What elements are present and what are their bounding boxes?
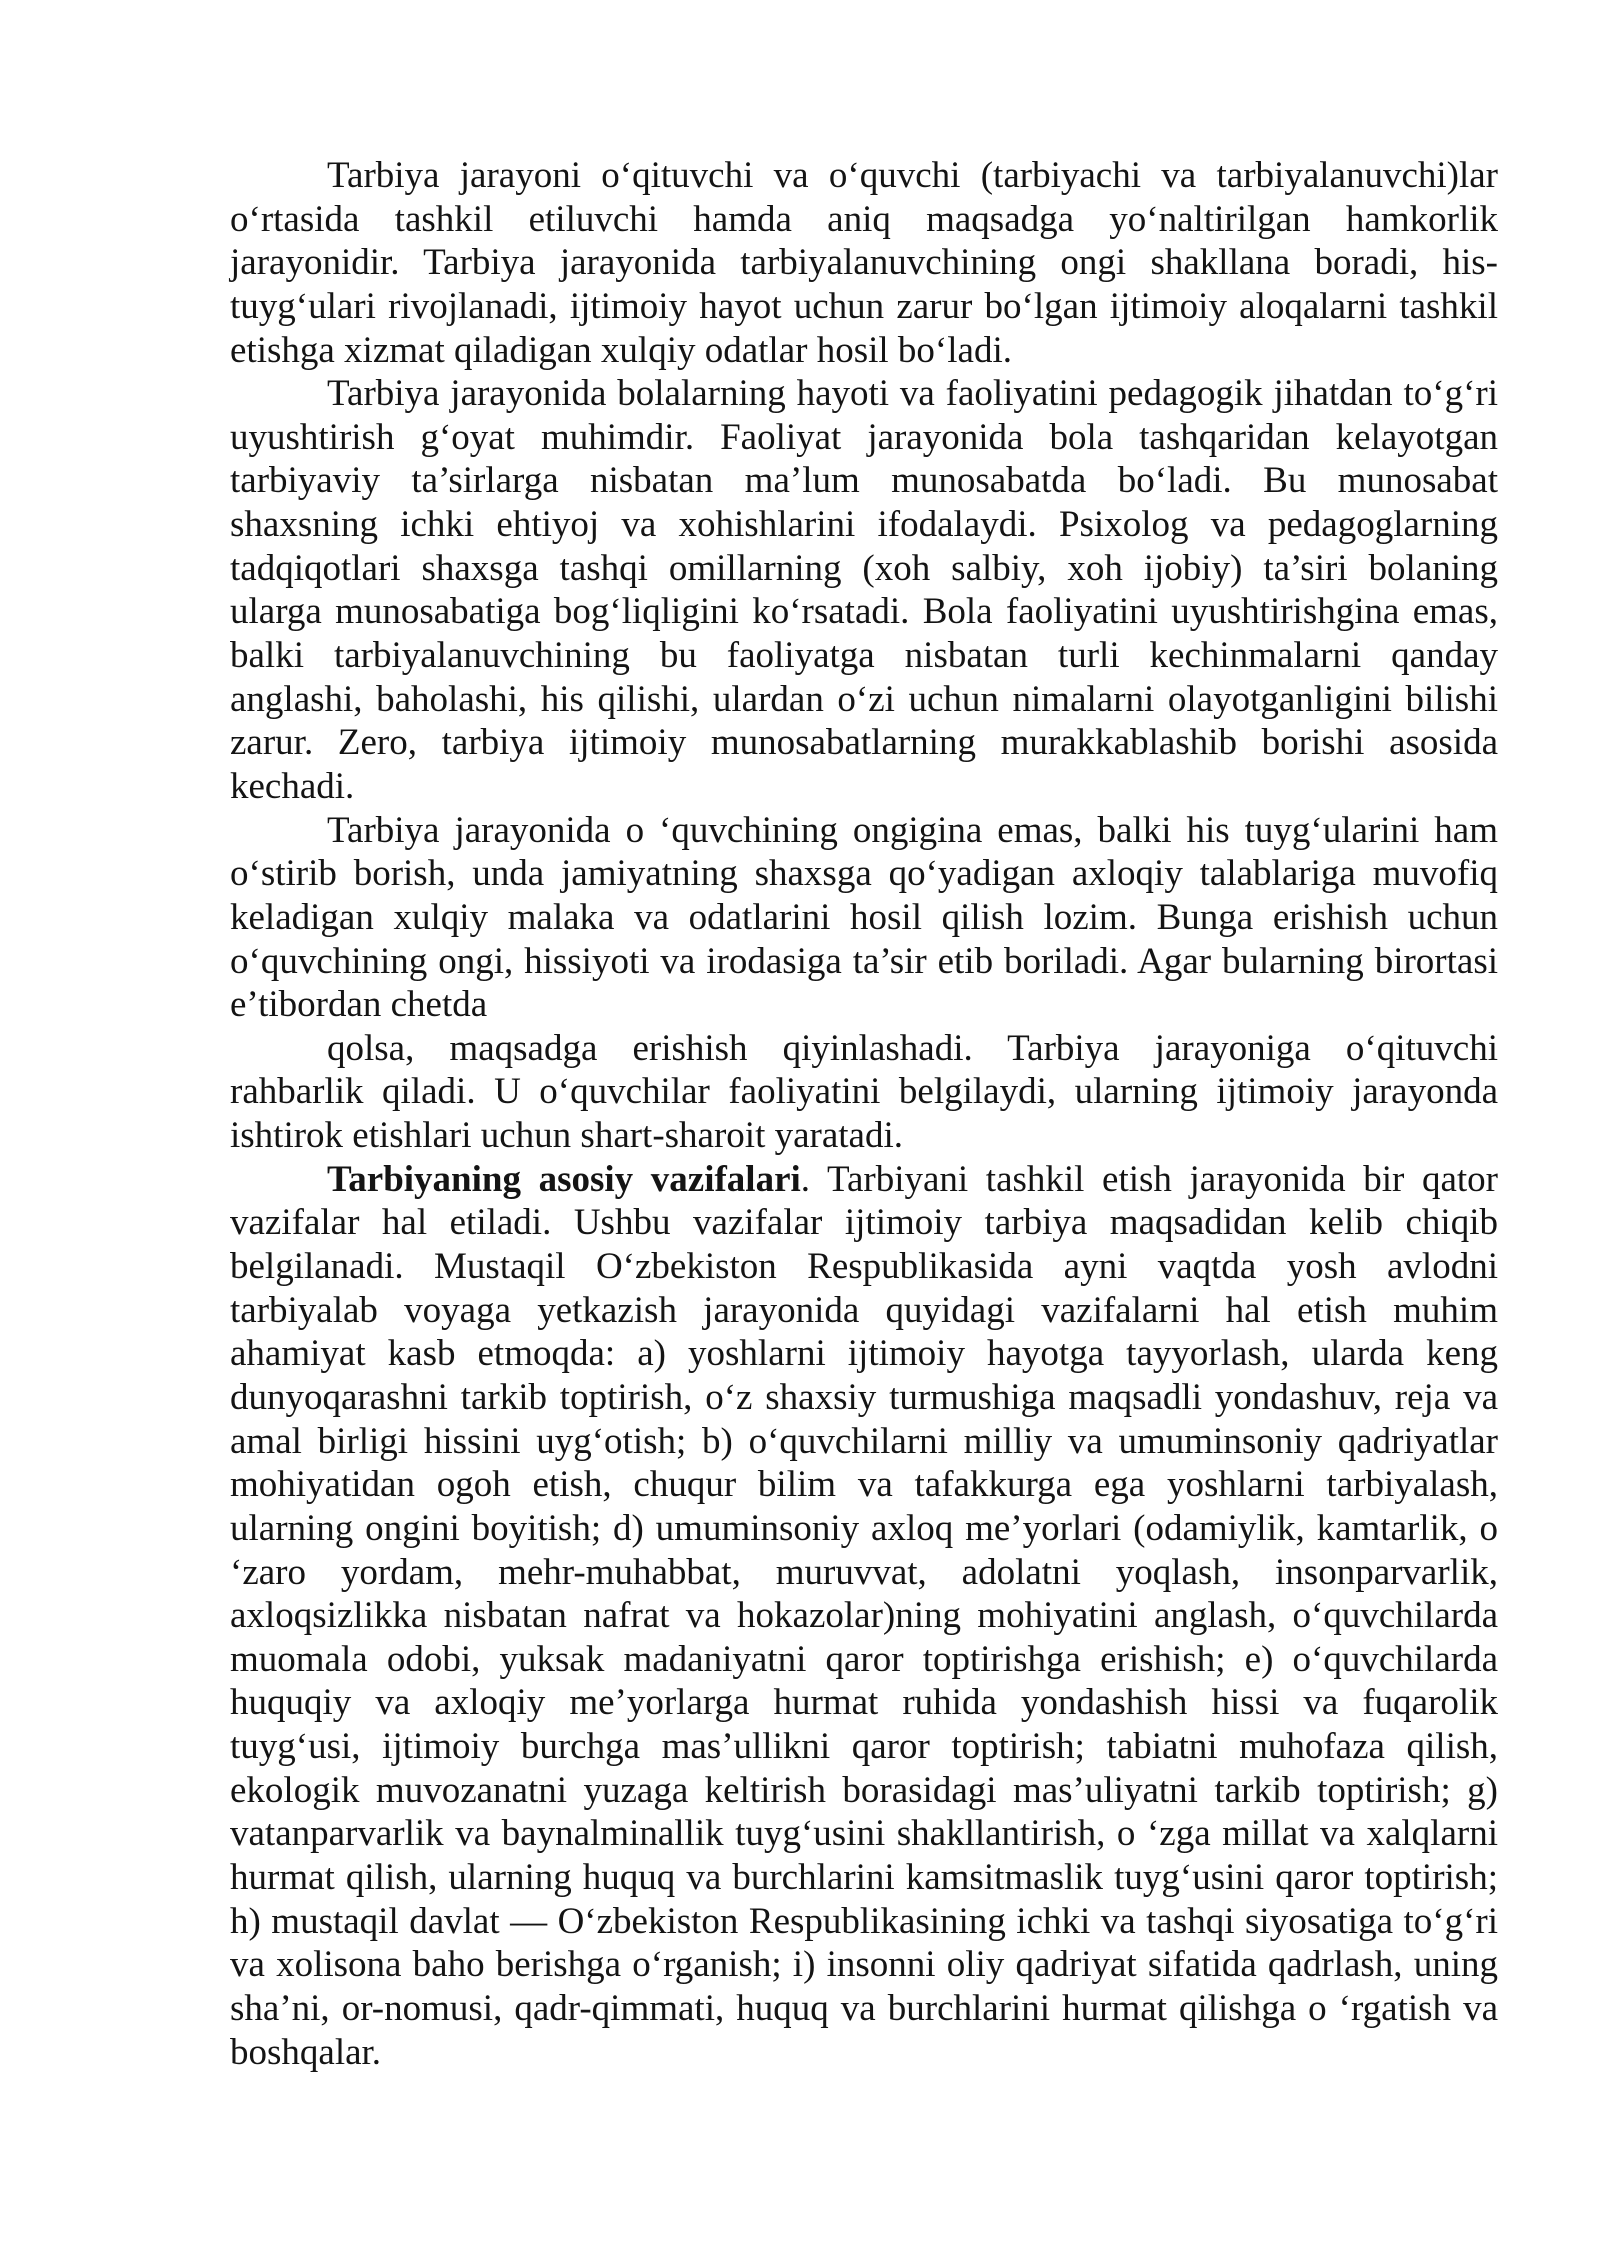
text-line: tadqiqotlari shaxsga tashqi omillarning (xoh salbiy, xoh ijobiy) ta’siri bolaning	[230, 547, 1498, 589]
text-line: kechadi.	[230, 765, 355, 807]
text-line: rahbarlik qiladi. U o‘quvchilar faoliyatini belgilaydi, ularning ijtimoiy jarayonda	[230, 1071, 1498, 1113]
text-line: amal birligi hissini uyg‘otish; b) o‘quvchilarni milliy va umuminsoniy qadriyatlar	[230, 1420, 1498, 1462]
paragraph	[230, 1027, 1498, 1158]
text-line: zarur. Zero, tarbiya ijtimoiy munosabatlarning murakkablashib borishi asosida	[230, 722, 1498, 764]
text-line: muomala odobi, yuksak madaniyatni qaror toptirishga erishish; e) o‘quvchilarda	[230, 1638, 1498, 1680]
text-line: h) mustaqil davlat — O‘zbekiston Respublikasining ichki va tashqi siyosatiga to‘g‘ri	[230, 1900, 1498, 1942]
text-line: balki tarbiyalanuvchining bu faoliyatga nisbatan turli kechinmalarni qanday	[230, 635, 1498, 677]
text-line: o‘stirib borish, unda jamiyatning shaxsga qo‘yadigan axloqiy talablariga muvofiq	[230, 853, 1498, 895]
text-line: Tarbiya jarayoni o‘qituvchi va o‘quvchi (tarbiyachi va tarbiyalanuvchi)lar	[327, 155, 1498, 196]
text-line: uyushtirish g‘oyat muhimdir. Faoliyat jarayonida bola tashqaridan kelayotgan	[230, 416, 1498, 458]
paragraph	[230, 154, 1498, 372]
text-line: e’tibordan chetda	[230, 984, 488, 1026]
text-line: etishga xizmat qiladigan xulqiy odatlar hosil bo‘ladi.	[230, 329, 1012, 371]
text-line: ularning ongini boyitish; d) umuminsoniy axloq me’yorlari (odamiylik, kamtarlik, o	[230, 1507, 1498, 1549]
text-line: huquqiy va axloqiy me’yorlarga hurmat ruhida yondashish hissi va fuqarolik	[230, 1682, 1498, 1724]
text-line: o‘rtasida tashkil etiluvchi hamda aniq maqsadga yo‘naltirilgan hamkorlik	[230, 198, 1498, 240]
paragraph	[230, 1158, 1498, 2074]
text-line: va xolisona baho berishga o‘rganish; i) insonni oliy qadriyat sifatida qadrlash, uning	[230, 1944, 1498, 1986]
text-line: ularga munosabatiga bog‘liqligini ko‘rsatadi. Bola faoliyatini uyushtirishgina emas,	[230, 591, 1498, 633]
text-line: vazifalar hal etiladi. Ushbu vazifalar ijtimoiy tarbiya maqsadidan kelib chiqib	[230, 1202, 1498, 1244]
text-line: tuyg‘usi, ijtimoiy burchga mas’ullikni qaror toptirish; tabiatni muhofaza qilish,	[230, 1726, 1498, 1768]
text-line	[230, 1158, 1498, 1202]
text-line: anglashi, baholashi, his qilishi, ulardan o‘zi uchun nimalarni olayotganligini bilishi	[230, 678, 1498, 720]
text-line: boshqalar.	[230, 2031, 382, 2073]
text-line: ‘zaro yordam, mehr-muhabbat, muruvvat, adolatni yoqlash, insonparvarlik,	[230, 1551, 1498, 1593]
text-line: ekologik muvozanatni yuzaga keltirish borasidagi mas’uliyatni tarkib toptirish; g)	[230, 1769, 1498, 1811]
text-line: shaxsning ichki ehtiyoj va xohishlarini ifodalaydi. Psixolog va pedagoglarning	[230, 504, 1498, 546]
text-line: ahamiyat kasb etmoqda: a) yoshlarni ijtimoiy hayotga tayyorlash, ularda keng	[230, 1333, 1498, 1375]
text-line: o‘quvchining ongi, hissiyoti va irodasiga ta’sir etib boriladi. Agar bularning birortasi	[230, 940, 1498, 982]
section-heading: Tarbiyaning asosiy vazifalari	[327, 1158, 801, 1200]
text-line-rest: . Tarbiyani tashkil etish jarayonida bir qator	[800, 1158, 1498, 1200]
text-line: sha’ni, or-nomusi, qadr-qimmati, huquq va burchlarini hurmat qilishga o ‘rgatish va	[230, 1987, 1498, 2029]
text-line: tuyg‘ulari rivojlanadi, ijtimoiy hayot uchun zarur bo‘lgan ijtimoiy aloqalarni tashkil	[230, 285, 1498, 327]
paragraph	[230, 372, 1498, 808]
text-line: hurmat qilish, ularning huquq va burchlarini kamsitmaslik tuyg‘usini qaror toptirish;	[230, 1856, 1498, 1898]
text-line: belgilanadi. Mustaqil O‘zbekiston Respublikasida ayni vaqtda yosh avlodni	[230, 1246, 1498, 1288]
text-line: mohiyatidan ogoh etish, chuqur bilim va tafakkurga ega yoshlarni tarbiyalash,	[230, 1464, 1498, 1506]
text-line: axloqsizlikka nisbatan nafrat va hokazolar)ning mohiyatini anglash, o‘quvchilarda	[230, 1595, 1498, 1637]
text-line: tarbiyalab voyaga yetkazish jarayonida quyidagi vazifalarni hal etish muhim	[230, 1289, 1498, 1331]
text-line: jarayonidir. Tarbiya jarayonida tarbiyalanuvchining ongi shakllana boradi, his-	[230, 242, 1498, 284]
text-line: tarbiyaviy ta’sirlarga nisbatan ma’lum munosabatda bo‘ladi. Bu munosabat	[230, 460, 1498, 502]
text-line: keladigan xulqiy malaka va odatlarini hosil qilish lozim. Bunga erishish uchun	[230, 896, 1498, 938]
text-line: Tarbiya jarayonida o ‘quvchining ongigina emas, balki his tuyg‘ularini ham	[327, 809, 1498, 851]
paragraph	[230, 809, 1498, 1027]
text-line: ishtirok etishlari uchun shart-sharoit yaratadi.	[230, 1115, 904, 1157]
text-line: Tarbiya jarayonida bolalarning hayoti va faoliyatini pedagogik jihatdan to‘g‘ri	[327, 373, 1498, 415]
text-line: vatanparvarlik va baynalminallik tuyg‘usini shakllantirish, o ‘zga millat va xalqlarni	[230, 1813, 1498, 1855]
text-line: dunyoqarashni tarkib toptirish, o‘z shaxsiy turmushiga maqsadli yondashuv, reja va	[230, 1376, 1498, 1418]
text-line: qolsa, maqsadga erishish qiyinlashadi. Tarbiya jarayoniga o‘qituvchi	[327, 1027, 1498, 1069]
